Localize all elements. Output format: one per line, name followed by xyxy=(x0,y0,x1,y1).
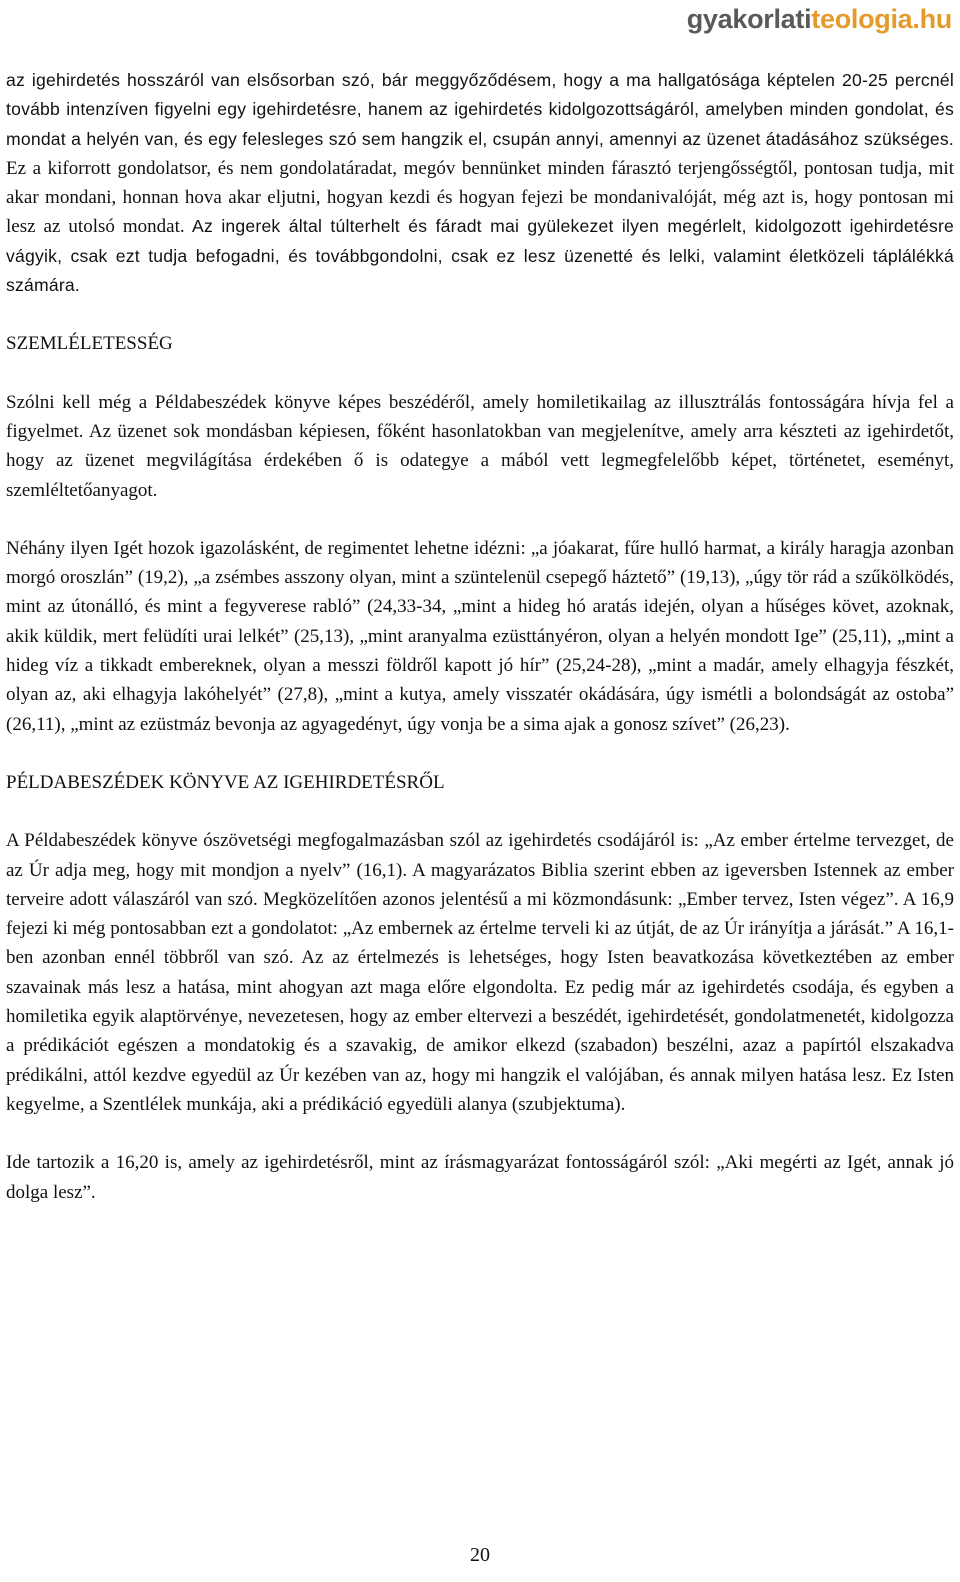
paragraph-proverb-quotes: Néhány ilyen Igét hozok igazolásként, de regimentet lehetne idézni: „a jóakarat, fűre hulló harmat, a király haragja azonban morgó oroszlán” (19,2), „a zsémbes asszony olyan, mint a szüntelenül csepegő háztető” (19,13), „úgy tör rád a szűkölködés, mint az útonálló, és mint a fegyverese rabló” (24,33-34, „mint a hideg hó aratás idején, olyan a hűséges követ, azoknak, akik küldik, mert felüdíti urai lelkét” (25,13), „mint aranyalma ezüsttányéron, olyan a helyén mondott Ige” (25,11), „mint a hideg víz a tikkadt embereknek, olyan a messzi földről kapott jó hír” (25,24-28), „mint a madár, amely elhagyja fészkét, olyan az, aki elhagyja lakóhelyét” (27,8), „mint a kutya, amely visszatér okádására, úgy ismétli a bolondságát az ostoba” (26,11), „mint az ezüstmáz bevonja az agyagedényt, úgy vonja be a sima ajak a gonosz szívet” (26,23). xyxy=(6,537,954,735)
paragraph-sermon-length xyxy=(6,66,954,300)
logo-text-gray: gyakorlati xyxy=(686,4,812,34)
paragraph-illustration: Szólni kell még a Példabeszédek könyve képes beszédéről, amely homiletikailag az illusztrálás fontosságára hívja fel a figyelmet. Az üzenet sok mondásban képiesen, főként hasonlatokban van megjelenítve, amely arra készteti az igehirdetőt, hogy az üzenet megvilágítása érdekében ő is odategye a mából vett legmegfelelőbb képet, történetet, eseményt, szemléltetőanyagot. xyxy=(6,391,954,501)
logo-text-orange: teologia.hu xyxy=(811,4,952,34)
section-heading-szemleletesseg: SZEMLÉLETESSÉG xyxy=(6,333,173,355)
page-number: 20 xyxy=(470,1544,490,1566)
site-logo xyxy=(687,2,952,36)
section-heading-peldabeszedek: PÉLDABESZÉDEK KÖNYVE AZ IGEHIRDETÉSRŐL xyxy=(6,771,445,793)
paragraph-miracle-of-preaching: A Példabeszédek könyve ószövetségi megfogalmazásban szól az igehirdetés csodájáról is: „Az ember értelme tervezget, de az Úr adja meg, hogy mit mondjon a nyelv” (16,1). A magyarázatos Biblia szerint ebben az igeversben Istennek az ember terveire adott válaszáról van szó. Megközelítően azonos jelentésű a mi közmondásunk: „Ember tervez, Isten végez”. A 16,9 fejezi ki még pontosabban ezt a gondolatot: „Az embernek az értelme terveli ki az útját, de az Úr irányítja a járását.” A 16,1-ben azonban ennél többről van szó. Az az értelmezés is lehetséges, hogy Isten beavatkozása következtében az ember szavainak más lesz a hatása, mint ahogyan azt maga előre elgondolta. Ez pedig már az igehirdetés csodája, és egyben a homiletika egyik alaptörvénye, nevezetesen, hogy az ember eltervezi a beszédét, igehirdetését, gondolatmenetét, kidolgozza a prédikációt egészen a mondatokig és a szavakig, de amikor elkezd (szabadon) beszélni, azaz a papírtól elszakadva prédikálni, attól kezdve egyedül az Úr kezében van az, hogy mi hangzik el valójában, és annak milyen hatása lesz. Ez Isten kegyelme, a Szentlélek munkája, aki a prédikáció egyedüli alanya (szubjektuma). xyxy=(6,830,954,1115)
paragraph-text-serif-a: Ez a kiforrott gondolatsor, és nem gondolatáradat, megóv bennünket minden fárasztó terjengősségtől, pontosan tudja, mit akar mondani, honnan hova akar eljutni, hogyan kezdi és hogyan fejezi be mondanivalóját, még azt is, hogy pontosan mi lesz az utolsó mondat. xyxy=(6,157,954,238)
paragraph-text-sans-b: Az ingerek által túlterhelt és fáradt mai gyülekezet ilyen megérlelt, kidolgozott igehirdetésre vágyik, csak ezt tudja befogadni, és továbbgondolni, csak ez lesz üzenetté és lelki, valamint életközeli táplálékká számára. xyxy=(6,216,954,296)
paragraph-text-sans: az igehirdetés hosszáról van elsősorban szó, bár meggyőződésem, hogy a ma hallgatósága képtelen 20-25 percnél tovább intenzíven figyelni egy igehirdetésre, hanem az igehirdetés kidolgozottságáról, amelyben minden gondolat, és mondat a helyén van, és egy felesleges szó sem hangzik el, csupán annyi, amennyi az üzenet átadásához szükséges. xyxy=(6,70,954,149)
paragraph-verse-16-20: Ide tartozik a 16,20 is, amely az igehirdetésről, mint az írásmagyarázat fontosságáról szól: „Aki megérti az Igét, annak jó dolga lesz”. xyxy=(6,1152,954,1203)
document-body xyxy=(6,66,954,1236)
